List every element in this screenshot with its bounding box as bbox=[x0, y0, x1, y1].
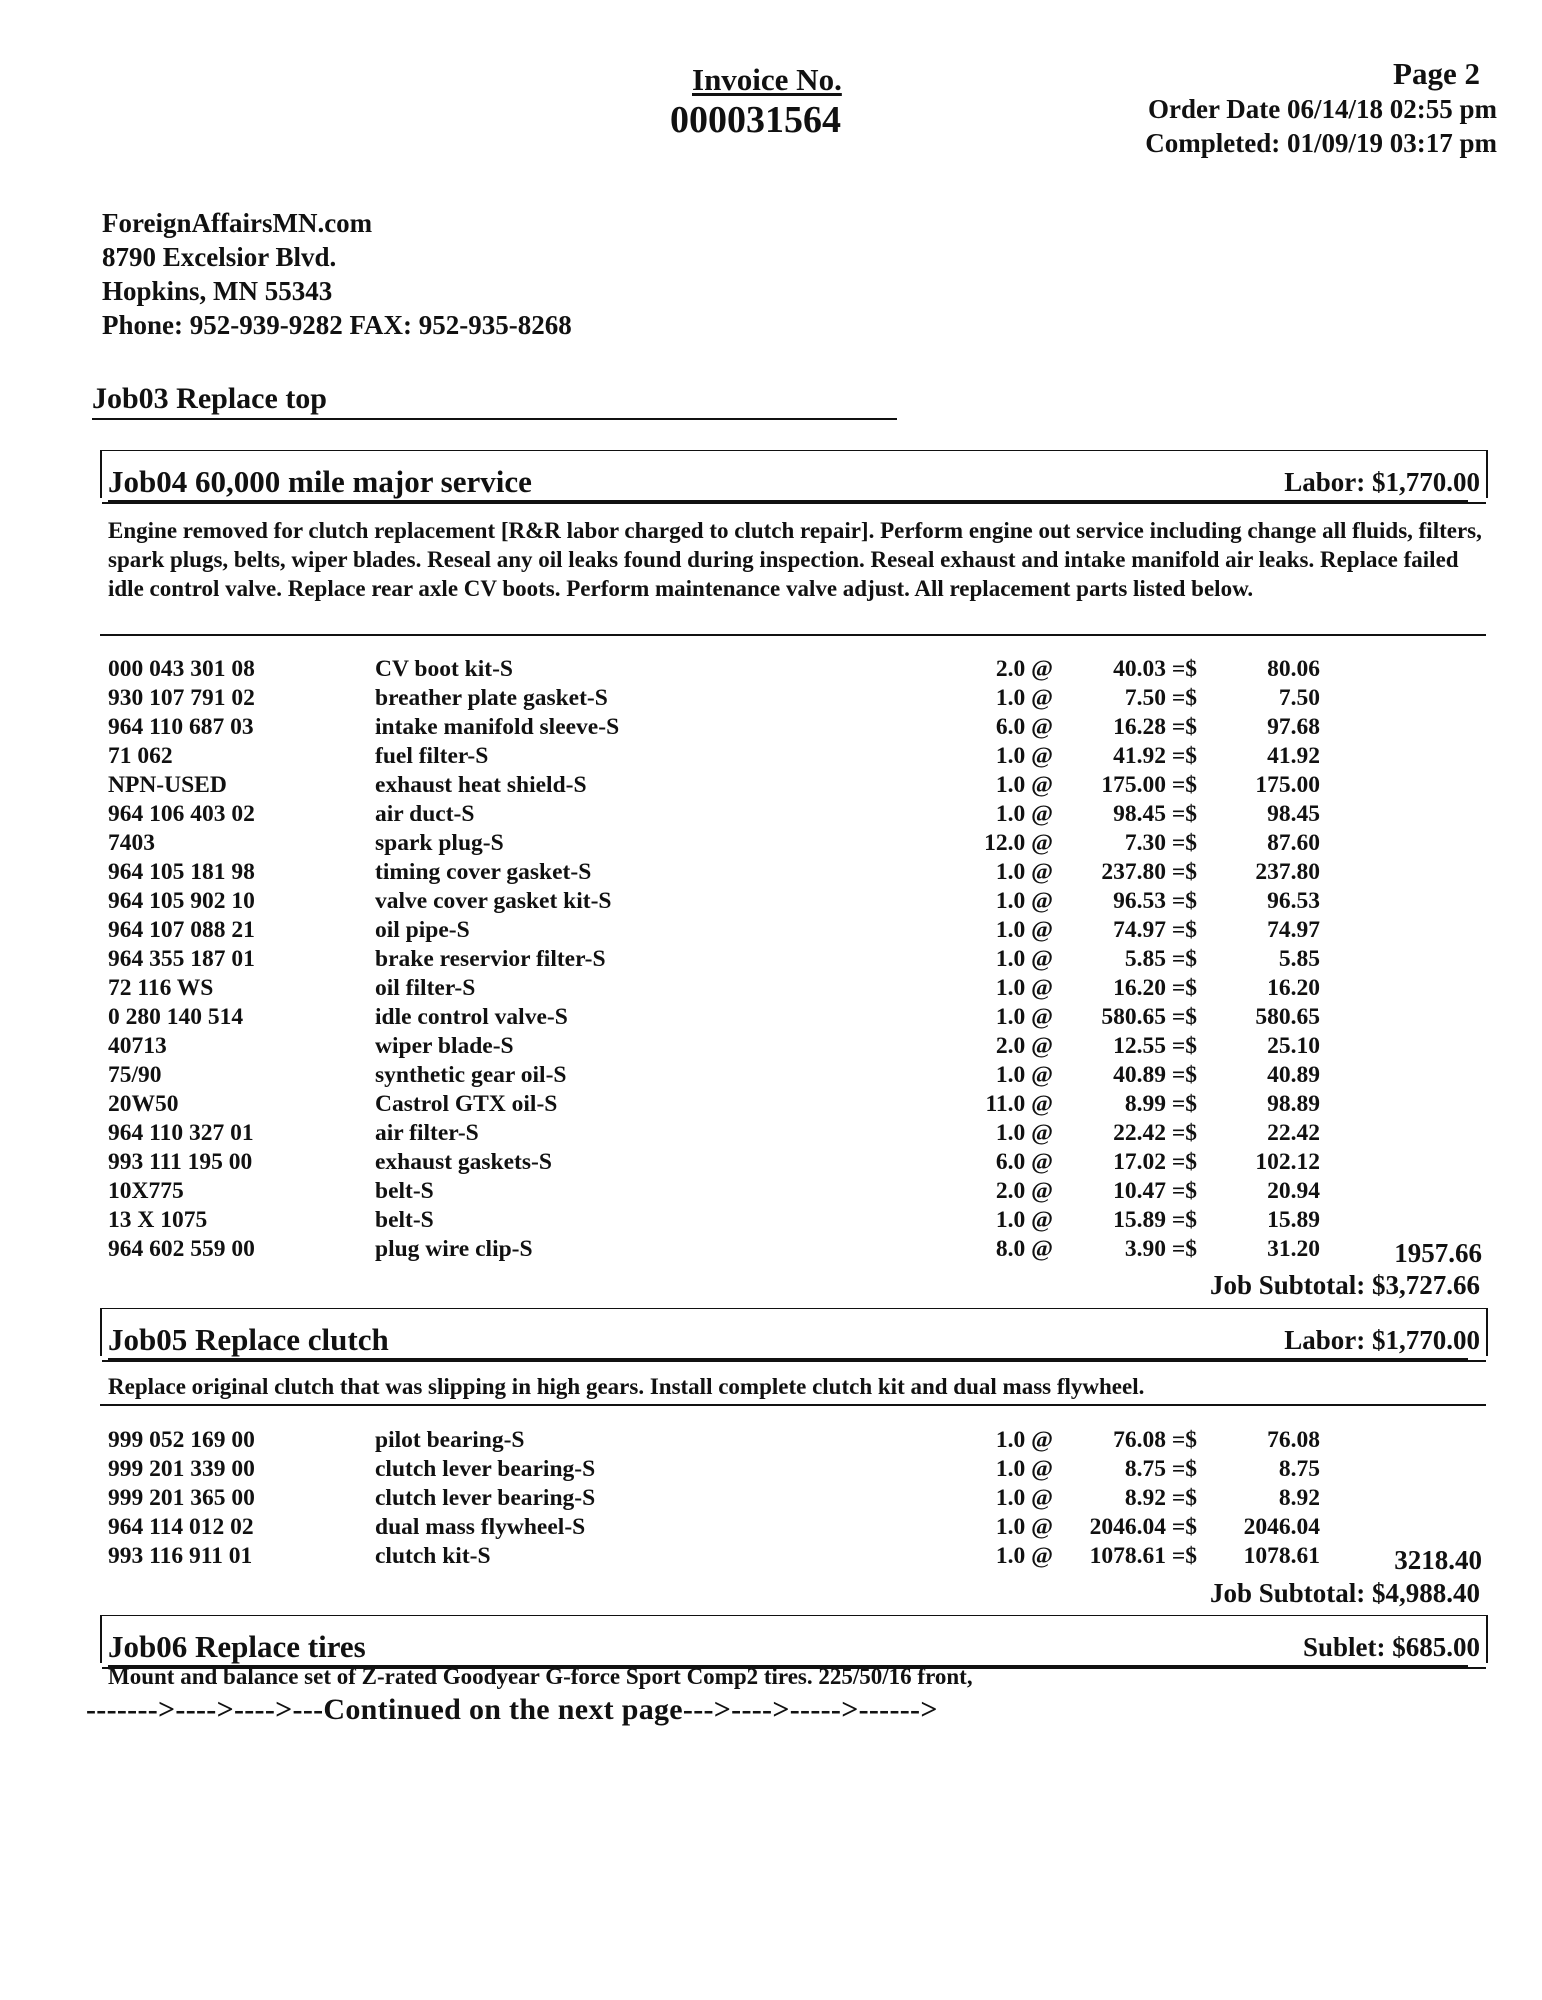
part-extended: 40.89 bbox=[1267, 1062, 1320, 1088]
part-extended: 15.89 bbox=[1267, 1207, 1320, 1233]
part-number: 20W50 bbox=[108, 1091, 179, 1117]
part-description: fuel filter-S bbox=[375, 743, 489, 769]
part-qty: 1.0 @ bbox=[995, 1456, 1053, 1482]
part-number: 999 052 169 00 bbox=[108, 1427, 255, 1453]
part-extended: 31.20 bbox=[1267, 1236, 1320, 1262]
part-qty: 1.0 @ bbox=[995, 859, 1053, 885]
part-price: 22.42 =$ bbox=[1113, 1120, 1197, 1146]
part-description: Castrol GTX oil-S bbox=[375, 1091, 558, 1117]
completed-date: Completed: 01/09/19 03:17 pm bbox=[1145, 128, 1497, 158]
part-price: 41.92 =$ bbox=[1113, 743, 1197, 769]
part-number: 964 110 327 01 bbox=[108, 1120, 254, 1146]
job04-title: Job04 60,000 mile major service bbox=[108, 464, 1468, 502]
part-number: 964 105 902 10 bbox=[108, 888, 255, 914]
table-row bbox=[100, 1062, 1500, 1091]
part-price: 7.30 =$ bbox=[1124, 830, 1197, 856]
part-extended: 98.45 bbox=[1267, 801, 1320, 827]
part-price: 40.03 =$ bbox=[1113, 656, 1197, 682]
table-row bbox=[100, 743, 1500, 772]
part-extended: 175.00 bbox=[1255, 772, 1320, 798]
table-row bbox=[100, 1514, 1500, 1543]
part-number: 71 062 bbox=[108, 743, 173, 769]
part-qty: 1.0 @ bbox=[995, 1207, 1053, 1233]
shop-address bbox=[102, 206, 572, 342]
part-qty: 6.0 @ bbox=[995, 1149, 1053, 1175]
part-price: 40.89 =$ bbox=[1113, 1062, 1197, 1088]
table-row bbox=[100, 656, 1500, 685]
part-description: CV boot kit-S bbox=[375, 656, 513, 682]
part-description: plug wire clip-S bbox=[375, 1236, 533, 1262]
part-description: pilot bearing-S bbox=[375, 1427, 525, 1453]
part-extended: 20.94 bbox=[1267, 1178, 1320, 1204]
table-row bbox=[100, 1149, 1500, 1178]
part-qty: 1.0 @ bbox=[995, 1543, 1053, 1569]
part-qty: 1.0 @ bbox=[995, 888, 1053, 914]
part-price: 16.28 =$ bbox=[1113, 714, 1197, 740]
part-price: 10.47 =$ bbox=[1113, 1178, 1197, 1204]
part-number: NPN-USED bbox=[108, 772, 227, 798]
part-price: 3.90 =$ bbox=[1124, 1236, 1197, 1262]
table-row bbox=[100, 801, 1500, 830]
part-price: 7.50 =$ bbox=[1124, 685, 1197, 711]
part-extended: 80.06 bbox=[1267, 656, 1320, 682]
part-price: 12.55 =$ bbox=[1113, 1033, 1197, 1059]
part-extended: 237.80 bbox=[1255, 859, 1320, 885]
table-row bbox=[100, 772, 1500, 801]
table-row bbox=[100, 1485, 1500, 1514]
part-qty: 1.0 @ bbox=[995, 801, 1053, 827]
job06-title: Job06 Replace tires bbox=[108, 1629, 1468, 1667]
part-qty: 11.0 @ bbox=[985, 1091, 1053, 1117]
part-description: clutch lever bearing-S bbox=[375, 1456, 596, 1482]
divider bbox=[100, 634, 1486, 636]
part-price: 5.85 =$ bbox=[1124, 946, 1197, 972]
part-description: dual mass flywheel-S bbox=[375, 1514, 586, 1540]
part-extended: 87.60 bbox=[1267, 830, 1320, 856]
part-description: valve cover gasket kit-S bbox=[375, 888, 612, 914]
part-number: 000 043 301 08 bbox=[108, 656, 255, 682]
job05-labor: Labor: $1,770.00 bbox=[1284, 1325, 1480, 1355]
table-row bbox=[100, 1004, 1500, 1033]
part-description: synthetic gear oil-S bbox=[375, 1062, 567, 1088]
part-number: 13 X 1075 bbox=[108, 1207, 208, 1233]
table-row bbox=[100, 685, 1500, 714]
part-price: 76.08 =$ bbox=[1113, 1427, 1197, 1453]
part-number: 993 111 195 00 bbox=[108, 1149, 253, 1175]
part-extended: 8.92 bbox=[1278, 1485, 1320, 1511]
parts-total: 3218.40 bbox=[1394, 1545, 1482, 1575]
job06-sublet: Sublet: $685.00 bbox=[1302, 1632, 1480, 1662]
part-extended: 74.97 bbox=[1267, 917, 1320, 943]
part-description: idle control valve-S bbox=[375, 1004, 568, 1030]
table-row bbox=[100, 1427, 1500, 1456]
table-row bbox=[100, 1543, 1500, 1575]
invoice-label: Invoice No. bbox=[692, 62, 842, 97]
part-number: 964 602 559 00 bbox=[108, 1236, 255, 1262]
part-number: 0 280 140 514 bbox=[108, 1004, 244, 1030]
shop-city: Hopkins, MN 55343 bbox=[102, 276, 333, 306]
part-qty: 8.0 @ bbox=[995, 1236, 1053, 1262]
job04-description: Engine removed for clutch replacement [R&R labor charged to clutch repair]. Perform engine out service including change all fluids, filters, spark plugs, belts, wiper blades. Reseal any oil leaks found during inspection. Reseal exhaust and intake manifold air leaks. Replace failed idle control valve. Replace rear axle CV boots. Perform maintenance valve adjust. All replacement parts listed below. bbox=[108, 518, 1482, 601]
job04-labor: Labor: $1,770.00 bbox=[1284, 467, 1480, 497]
part-description: belt-S bbox=[375, 1207, 434, 1233]
part-price: 96.53 =$ bbox=[1113, 888, 1197, 914]
part-number: 40713 bbox=[108, 1033, 167, 1059]
part-price: 175.00 =$ bbox=[1101, 772, 1197, 798]
shop-street: 8790 Excelsior Blvd. bbox=[102, 242, 337, 272]
part-qty: 1.0 @ bbox=[995, 946, 1053, 972]
part-description: wiper blade-S bbox=[375, 1033, 514, 1059]
part-qty: 1.0 @ bbox=[995, 1004, 1053, 1030]
shop-phone: Phone: 952-939-9282 FAX: 952-935-8268 bbox=[102, 310, 572, 340]
part-price: 74.97 =$ bbox=[1113, 917, 1197, 943]
part-description: intake manifold sleeve-S bbox=[375, 714, 620, 740]
part-number: 930 107 791 02 bbox=[108, 685, 255, 711]
table-row bbox=[100, 1178, 1500, 1207]
part-qty: 12.0 @ bbox=[984, 830, 1053, 856]
part-extended: 96.53 bbox=[1267, 888, 1320, 914]
part-price: 98.45 =$ bbox=[1113, 801, 1197, 827]
part-extended: 102.12 bbox=[1255, 1149, 1320, 1175]
part-price: 8.99 =$ bbox=[1124, 1091, 1197, 1117]
job04-parts-table bbox=[100, 656, 1500, 1268]
part-extended: 76.08 bbox=[1267, 1427, 1320, 1453]
table-row bbox=[100, 1091, 1500, 1120]
part-description: exhaust heat shield-S bbox=[375, 772, 587, 798]
part-description: exhaust gaskets-S bbox=[375, 1149, 552, 1175]
part-qty: 1.0 @ bbox=[995, 1485, 1053, 1511]
part-extended: 97.68 bbox=[1267, 714, 1320, 740]
part-number: 964 114 012 02 bbox=[108, 1514, 254, 1540]
part-qty: 1.0 @ bbox=[995, 743, 1053, 769]
part-qty: 6.0 @ bbox=[995, 714, 1053, 740]
table-row bbox=[100, 975, 1500, 1004]
part-qty: 1.0 @ bbox=[995, 1120, 1053, 1146]
part-extended: 98.89 bbox=[1267, 1091, 1320, 1117]
part-description: oil filter-S bbox=[375, 975, 476, 1001]
part-price: 17.02 =$ bbox=[1113, 1149, 1197, 1175]
job05-parts-table bbox=[100, 1427, 1500, 1575]
part-number: 964 105 181 98 bbox=[108, 859, 255, 885]
part-qty: 1.0 @ bbox=[995, 1427, 1053, 1453]
job03-title: Job03 Replace top bbox=[92, 382, 897, 420]
part-qty: 1.0 @ bbox=[995, 1062, 1053, 1088]
part-description: oil pipe-S bbox=[375, 917, 470, 943]
part-number: 993 116 911 01 bbox=[108, 1543, 253, 1569]
invoice-number: 000031564 bbox=[670, 99, 841, 141]
part-price: 237.80 =$ bbox=[1101, 859, 1197, 885]
part-price: 15.89 =$ bbox=[1113, 1207, 1197, 1233]
part-extended: 16.20 bbox=[1267, 975, 1320, 1001]
shop-name: ForeignAffairsMN.com bbox=[102, 208, 373, 238]
part-qty: 2.0 @ bbox=[995, 656, 1053, 682]
table-row bbox=[100, 1033, 1500, 1062]
part-description: clutch lever bearing-S bbox=[375, 1485, 596, 1511]
part-description: spark plug-S bbox=[375, 830, 504, 856]
part-price: 2046.04 =$ bbox=[1089, 1514, 1197, 1540]
part-qty: 1.0 @ bbox=[995, 685, 1053, 711]
table-row bbox=[100, 1207, 1500, 1236]
table-row bbox=[100, 830, 1500, 859]
part-extended: 5.85 bbox=[1278, 946, 1320, 972]
part-qty: 1.0 @ bbox=[995, 975, 1053, 1001]
table-row bbox=[100, 1236, 1500, 1268]
part-description: timing cover gasket-S bbox=[375, 859, 592, 885]
job04-subtotal: Job Subtotal: $3,727.66 bbox=[1209, 1270, 1480, 1300]
part-number: 999 201 339 00 bbox=[108, 1456, 255, 1482]
part-description: air duct-S bbox=[375, 801, 475, 827]
part-qty: 1.0 @ bbox=[995, 772, 1053, 798]
table-row bbox=[100, 1120, 1500, 1149]
part-description: air filter-S bbox=[375, 1120, 479, 1146]
part-extended: 41.92 bbox=[1267, 743, 1320, 769]
divider bbox=[100, 1404, 1486, 1406]
part-number: 964 355 187 01 bbox=[108, 946, 255, 972]
part-qty: 2.0 @ bbox=[995, 1033, 1053, 1059]
part-number: 7403 bbox=[108, 830, 155, 856]
part-extended: 580.65 bbox=[1255, 1004, 1320, 1030]
job05-title: Job05 Replace clutch bbox=[108, 1322, 1468, 1360]
part-price: 8.75 =$ bbox=[1124, 1456, 1197, 1482]
part-description: belt-S bbox=[375, 1178, 434, 1204]
table-row bbox=[100, 1456, 1500, 1485]
part-description: clutch kit-S bbox=[375, 1543, 491, 1569]
job06-header bbox=[100, 1615, 1488, 1663]
job05-subtotal: Job Subtotal: $4,988.40 bbox=[1209, 1578, 1480, 1608]
part-extended: 1078.61 bbox=[1243, 1543, 1320, 1569]
job05-header bbox=[100, 1308, 1488, 1356]
part-description: brake reservior filter-S bbox=[375, 946, 606, 972]
parts-total: 1957.66 bbox=[1394, 1238, 1482, 1268]
part-extended: 22.42 bbox=[1267, 1120, 1320, 1146]
part-extended: 7.50 bbox=[1278, 685, 1320, 711]
part-qty: 1.0 @ bbox=[995, 1514, 1053, 1540]
part-description: breather plate gasket-S bbox=[375, 685, 608, 711]
part-number: 10X775 bbox=[108, 1178, 184, 1204]
part-number: 964 106 403 02 bbox=[108, 801, 255, 827]
page-number: Page 2 bbox=[1393, 56, 1480, 91]
table-row bbox=[100, 917, 1500, 946]
part-qty: 2.0 @ bbox=[995, 1178, 1053, 1204]
part-number: 964 110 687 03 bbox=[108, 714, 254, 740]
part-price: 16.20 =$ bbox=[1113, 975, 1197, 1001]
table-row bbox=[100, 888, 1500, 917]
part-extended: 8.75 bbox=[1278, 1456, 1320, 1482]
job06-description: Mount and balance set of Z-rated Goodyear G-force Sport Comp2 tires. 225/50/16 front, bbox=[108, 1664, 973, 1689]
part-number: 75/90 bbox=[108, 1062, 162, 1088]
part-extended: 2046.04 bbox=[1243, 1514, 1320, 1540]
part-number: 964 107 088 21 bbox=[108, 917, 255, 943]
table-row bbox=[100, 946, 1500, 975]
table-row bbox=[100, 714, 1500, 743]
order-date: Order Date 06/14/18 02:55 pm bbox=[1148, 94, 1497, 124]
part-number: 999 201 365 00 bbox=[108, 1485, 255, 1511]
job04-header bbox=[100, 450, 1488, 498]
part-extended: 25.10 bbox=[1267, 1033, 1320, 1059]
part-price: 580.65 =$ bbox=[1101, 1004, 1197, 1030]
job05-description: Replace original clutch that was slipping in high gears. Install complete clutch kit and dual mass flywheel. bbox=[108, 1374, 1145, 1399]
continued-notice: ------->---->---->---Continued on the next page--->---->----->------> bbox=[86, 1693, 938, 1726]
part-price: 1078.61 =$ bbox=[1089, 1543, 1197, 1569]
table-row bbox=[100, 859, 1500, 888]
part-qty: 1.0 @ bbox=[995, 917, 1053, 943]
part-number: 72 116 WS bbox=[108, 975, 214, 1001]
part-price: 8.92 =$ bbox=[1124, 1485, 1197, 1511]
